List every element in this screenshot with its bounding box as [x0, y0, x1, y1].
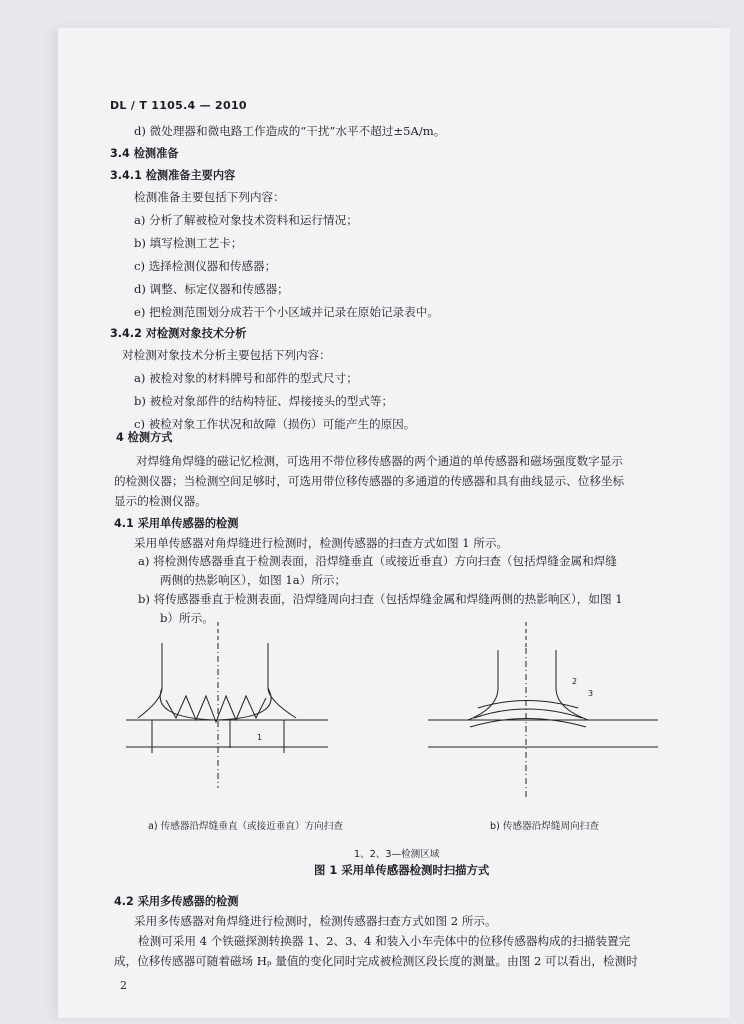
env-item-d: d) 微处理器和微电路工作造成的“干扰”水平不超过±5A/m。 — [134, 124, 446, 138]
analysis-item-b: b) 被检对象部件的结构特征、焊接接头的型式等； — [134, 394, 394, 408]
fig1b-zone-2: 2 — [572, 677, 578, 686]
fig1a-label: a) 传感器沿焊缝垂直（或接近垂直）方向扫查 — [148, 821, 343, 832]
prep-item-d: d) 调整、标定仪器和传感器； — [134, 282, 289, 296]
sec4-para-line1: 对焊缝角焊缝的磁记忆检测，可选用不带位移传感器的两个通道的单传感器和磁场强度数字显示 — [136, 454, 623, 468]
fig1b-zone-3: 3 — [588, 689, 594, 698]
analysis-item-a: a) 被检对象的材料牌号和部件的型式尺寸； — [134, 371, 358, 385]
sec41-item-a-line1: a) 将检测传感器垂直于检测表面，沿焊缝垂直（或接近垂直）方向扫查（包括焊缝金属和焊缝 — [138, 554, 617, 568]
prep-item-c: c) 选择检测仪器和传感器； — [134, 259, 277, 273]
page-number: 2 — [120, 979, 127, 992]
heading-4-1: 4.1 采用单传感器的检测 — [114, 517, 239, 530]
prep-item-a: a) 分析了解被检对象技术资料和运行情况； — [134, 213, 358, 227]
prep-intro: 检测准备主要包括下列内容： — [134, 190, 285, 204]
prep-item-b: b) 填写检测工艺卡； — [134, 236, 243, 250]
heading-3-4-2: 3.4.2 对检测对象技术分析 — [110, 327, 247, 340]
sec42-body-line1: 检测可采用 4 个铁磁探测转换器 1、2、3、4 和装入小车壳体中的位移传感器构成的扫描装置完 — [138, 934, 631, 948]
fig1a-zone-1: 1 — [257, 733, 263, 742]
standard-header: DL / T 1105.4 — 2010 — [110, 99, 247, 112]
sec41-para: 采用单传感器对角焊缝进行检测时，检测传感器的扫查方式如图 1 所示。 — [134, 536, 509, 550]
sec41-item-b-line1: b) 将传感器垂直于检测表面，沿焊缝周向扫查（包括焊缝金属和焊缝两侧的热影响区），如图 1 — [138, 592, 623, 606]
sec41-item-a-line2: 两侧的热影响区），如图 1a）所示； — [160, 573, 347, 587]
heading-4-2: 4.2 采用多传感器的检测 — [114, 895, 239, 908]
sec4-para-line3: 显示的检测仪器。 — [114, 494, 207, 508]
heading-3-4: 3.4 检测准备 — [110, 147, 179, 160]
sec4-para-line2: 的检测仪器；当检测空间足够时，可选用带位移传感器的多通道的传感器和具有曲线显示、位移坐标 — [114, 474, 625, 488]
fig1-title: 图 1 采用单传感器检测时扫描方式 — [314, 863, 490, 877]
heading-4: 4 检测方式 — [116, 431, 173, 444]
analysis-intro: 对检测对象技术分析主要包括下列内容： — [122, 348, 331, 362]
fig1b-label: b) 传感器沿焊缝周向扫查 — [490, 821, 599, 832]
sec42-para: 采用多传感器对角焊缝进行检测时，检测传感器扫查方式如图 2 所示。 — [134, 914, 497, 928]
prep-item-e: e) 把检测范围划分成若干个小区域并记录在原始记录表中。 — [134, 305, 439, 319]
sec42-body-line2: 成，位移传感器可随着磁场 Hₚ 量值的变化同时完成被检测区段长度的测量。由图 2 可以看出，检测时 — [114, 954, 638, 968]
fig1-zone-note: 1、2、3—检测区域 — [354, 849, 440, 860]
document-page — [58, 28, 730, 1018]
analysis-item-c: c) 被检对象工作状况和故障（损伤）可能产生的原因。 — [134, 417, 416, 431]
sec41-item-b-line2: b）所示。 — [160, 611, 214, 625]
heading-3-4-1: 3.4.1 检测准备主要内容 — [110, 169, 236, 182]
